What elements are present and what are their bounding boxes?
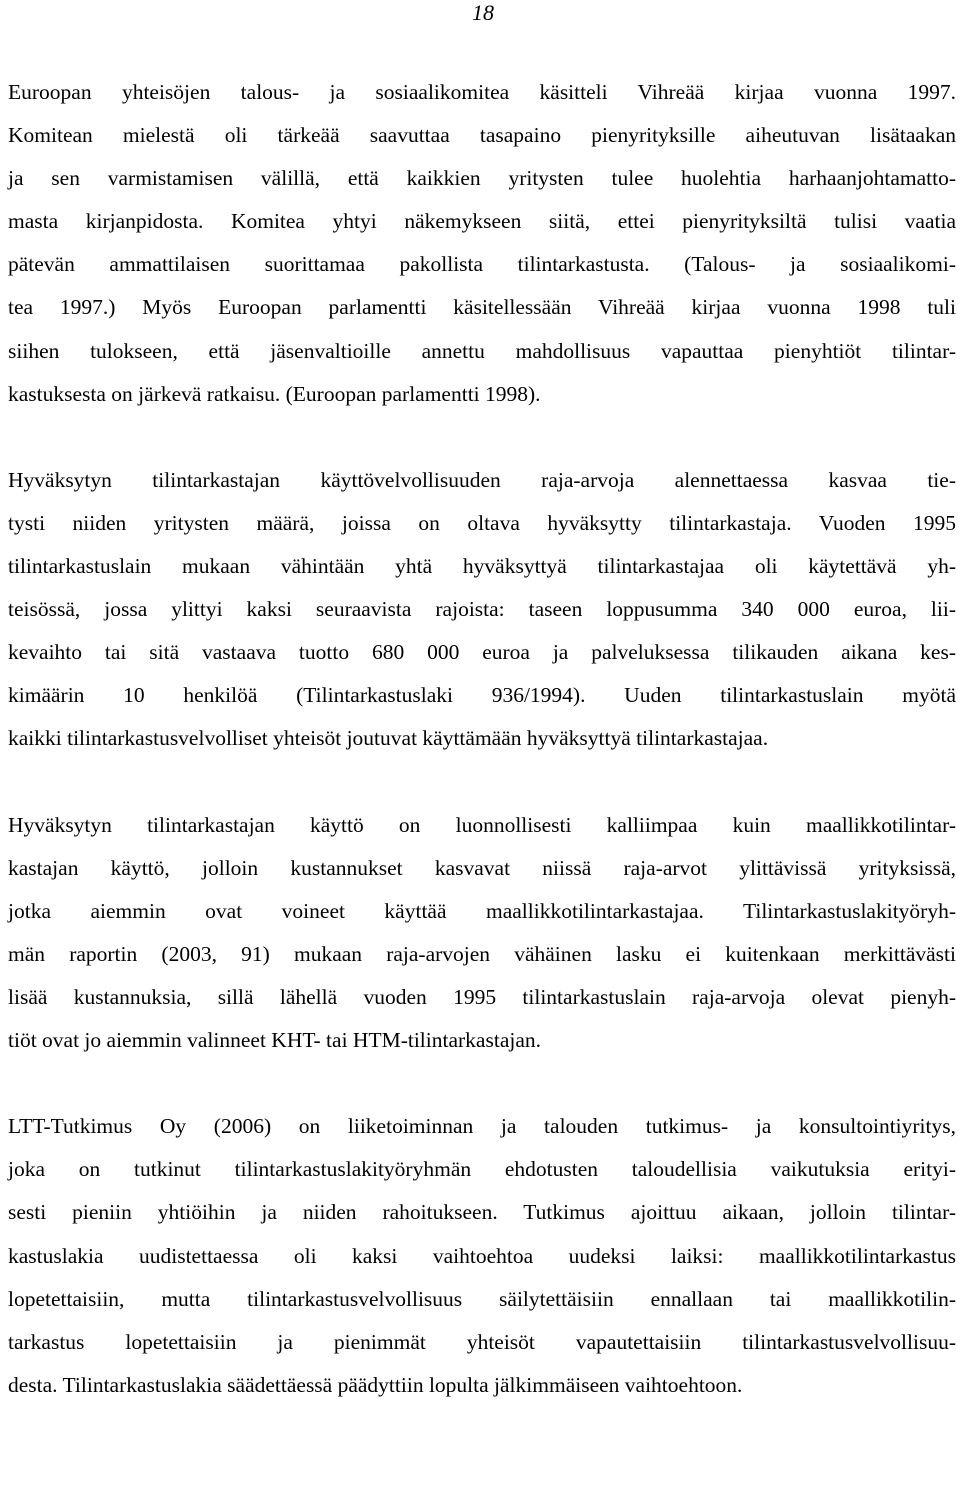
paragraph-spacer: [8, 1062, 956, 1105]
text-line: Hyväksytyn tilintarkastajan käyttö on luonnollisesti kalliimpaa kuin maallikkotilintar-: [8, 812, 956, 837]
text-line: män raportin (2003, 91) mukaan raja-arvojen vähäinen lasku ei kuitenkaan merkittävästi: [8, 941, 956, 966]
text-line: tea 1997.) Myös Euroopan parlamentti käsitellessään Vihreää kirjaa vuonna 1998 tuli: [8, 295, 956, 320]
text-line: tiöt ovat jo aiemmin valinneet KHT- tai HTM-tilintarkastajan.: [8, 1028, 541, 1053]
document-body: [8, 71, 956, 1407]
text-line: tarkastus lopetettaisiin ja pienimmät yhteisöt vapautettaisiin tilintarkastusvelvollisuu-: [8, 1329, 956, 1354]
text-line: Komitean mielestä oli tärkeää saavuttaa tasapaino pienyrityksille aiheutuvan lisätaakan: [8, 123, 956, 148]
text-line: tysti niiden yritysten määrä, joissa on oltava hyväksytty tilintarkastaja. Vuoden 1995: [8, 510, 956, 535]
text-line: kastuslakia uudistettaessa oli kaksi vaihtoehtoa uudeksi laiksi: maallikkotilintarkastus: [8, 1243, 956, 1268]
page-number: 18: [472, 0, 494, 25]
paragraph-1: [8, 71, 956, 416]
paragraph-spacer: [8, 761, 956, 804]
text-line: lisää kustannuksia, sillä lähellä vuoden 1995 tilintarkastuslain raja-arvoja olevat pienyh-: [8, 984, 956, 1009]
text-line: ja sen varmistamisen välillä, että kaikkien yritysten tulee huolehtia harhaanjohtamatto-: [8, 166, 956, 191]
text-line: kevaihto tai sitä vastaava tuotto 680 000 euroa ja palveluksessa tilikauden aikana kes-: [8, 640, 956, 665]
text-line: teisössä, jossa ylittyi kaksi seuraavista rajoista: taseen loppusumma 340 000 euroa, lii-: [8, 597, 956, 622]
paragraph-2: [8, 459, 956, 761]
paragraph-3: [8, 804, 956, 1063]
text-line: lopetettaisiin, mutta tilintarkastusvelvollisuus säilytettäisiin ennallaan tai maallikkotilin-: [8, 1286, 956, 1311]
text-line: masta kirjanpidosta. Komitea yhtyi näkemykseen siitä, ettei pienyrityksiltä tulisi vaatia: [8, 209, 956, 234]
text-line: Euroopan yhteisöjen talous- ja sosiaalikomitea käsitteli Vihreää kirjaa vuonna 1997.: [8, 80, 956, 104]
text-line: sesti pieniin yhtiöihin ja niiden rahoitukseen. Tutkimus ajoittuu aikaan, jolloin tilintar-: [8, 1200, 956, 1225]
text-line: siihen tulokseen, että jäsenvaltioille annettu mahdollisuus vapauttaa pienyhtiöt tilintar-: [8, 338, 956, 363]
text-line: joka on tutkinut tilintarkastuslakityöryhmän ehdotusten taloudellisia vaikutuksia erityi-: [8, 1157, 956, 1182]
text-line: pätevän ammattilaisen suorittamaa pakollista tilintarkastusta. (Talous- ja sosiaalikomi-: [8, 252, 956, 277]
text-line: kastuksesta on järkevä ratkaisu. (Euroopan parlamentti 1998).: [8, 381, 541, 406]
paragraph-spacer: [8, 416, 956, 459]
paragraph-4: [8, 1105, 956, 1407]
text-line: kimäärin 10 henkilöä (Tilintarkastuslaki 936/1994). Uuden tilintarkastuslain myötä: [8, 683, 956, 708]
text-line: Hyväksytyn tilintarkastajan käyttövelvollisuuden raja-arvoja alennettaessa kasvaa tie-: [8, 467, 956, 492]
text-line: LTT-Tutkimus Oy (2006) on liiketoiminnan ja talouden tutkimus- ja konsultointiyritys,: [8, 1114, 956, 1139]
text-line: kastajan käyttö, jolloin kustannukset kasvavat niissä raja-arvot ylittävissä yrityksissä,: [8, 855, 956, 880]
text-line: tilintarkastuslain mukaan vähintään yhtä hyväksyttyä tilintarkastajaa oli käytettävä yh-: [8, 554, 956, 579]
text-line: desta. Tilintarkastuslakia säädettäessä päädyttiin lopulta jälkimmäiseen vaihtoehtoon.: [8, 1372, 743, 1397]
text-line: jotka aiemmin ovat voineet käyttää maallikkotilintarkastajaa. Tilintarkastuslakityöryh-: [8, 898, 956, 923]
text-line: kaikki tilintarkastusvelvolliset yhteisöt joutuvat käyttämään hyväksyttyä tilintarkastajaa.: [8, 726, 769, 751]
